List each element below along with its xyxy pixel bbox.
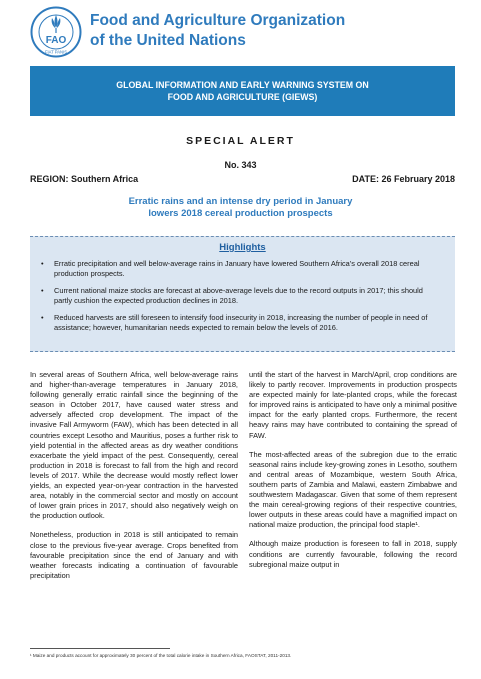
paragraph: until the start of the harvest in March/April, crop conditions are likely to partly recover. Improvements in production prospects are expected mainly for late-planted crops, while the forecast for improved rains is anticipated to have only a minimal positive impact for the early planted crops. Furthermore, the recent heavy rains may have contributed to containing the spread of FAW. xyxy=(249,370,457,440)
paragraph: Although maize production is foreseen to fall in 2018, supply conditions are currently favourable, following the record subregional maize output in xyxy=(249,539,457,569)
title-line-2: lowers 2018 cereal production prospects xyxy=(148,207,333,219)
highlight-text: Current national maize stocks are forecast at above-average levels due to the record outputs in 2017; this should partly cushion the expected production declines in 2018. xyxy=(54,286,423,305)
highlight-item xyxy=(42,259,442,279)
bullet-icon: • xyxy=(41,313,44,322)
banner-line-1: GLOBAL INFORMATION AND EARLY WARNING SYSTEM ON xyxy=(116,80,369,90)
region-label: REGION: Southern Africa xyxy=(30,174,139,184)
logo-motto: FIAT PANIS xyxy=(44,49,68,55)
highlight-item xyxy=(42,313,442,333)
highlight-text: Erratic precipitation and well below-average rains in January have lowered Southern Africa’s overall 2018 cereal production prospects. xyxy=(54,259,420,278)
banner-line-2: FOOD AND AGRICULTURE (GIEWS) xyxy=(167,92,318,102)
title-line-1: Erratic rains and an intense dry period in January xyxy=(128,196,353,207)
alert-title xyxy=(0,196,481,219)
logo-text: FAO xyxy=(45,35,67,46)
bullet-icon: • xyxy=(41,286,44,295)
paragraph: In several areas of Southern Africa, well below-average rains and higher-than-average temperatures in January 2018, following generally erratic rainfall since the beginning of the season in October 2017, have caused water stress and adversely affected crop development. The impact of the invasive Fall Armyworm (FAW), which has been detected in all countries except Lesotho and Mauritius, poses a further risk to yield potential in the affected areas as dry weather conditions exacerbate the yield impact of the pest. Consequently, cereal production in 2018 is forecast to fall from the high and record levels of 2017. While the decrease would mostly reflect lower yields, an expected year-on-year contraction in the harvested area, notably in the commercial sector and mostly on account of lower grain prices in 2017, should also negatively weigh on the production outlook. xyxy=(30,370,238,521)
date-label: DATE: 26 February 2018 xyxy=(352,174,455,184)
paragraph: The most-affected areas of the subregion due to the erratic seasonal rains include key-growing zones in Lesotho, southern and central areas of Mozambique, western South Africa, southern parts of Zambia and Malawi, eastern Zimbabwe and southwestern Madagascar. Given that some of them represent the main cereal-growing regions of their respective countries, lower outputs in these areas could have a magnified impact on national maize production, the principal food staple¹. xyxy=(249,449,457,530)
body-column-left xyxy=(30,370,238,590)
footnote: ¹ Maize and products account for approximately 30 percent of the total calorie intake in Southern Africa, FAOSTAT, 2011-2013. xyxy=(30,653,292,658)
highlight-item xyxy=(42,286,442,306)
bullet-icon: • xyxy=(41,259,44,268)
organization-name xyxy=(90,11,345,51)
special-alert-label: SPECIAL ALERT xyxy=(186,135,295,147)
paragraph: Nonetheless, production in 2018 is still anticipated to remain close to the previous five-year average. Crops benefited from favourable precipitation since the end of January and with weather forecasts indicating a continuation of favourable precipitation xyxy=(30,530,238,580)
alert-number: No. 343 xyxy=(224,160,257,170)
footnote-divider xyxy=(30,648,170,649)
highlight-text: Reduced harvests are still foreseen to intensify food insecurity in 2018, increasing the number of people in need of assistance; however, humanitarian needs expected to remain below the levels of 2016. xyxy=(54,313,428,332)
highlights-box xyxy=(30,236,455,352)
org-line-1: Food and Agriculture Organization xyxy=(90,12,346,29)
fao-logo xyxy=(30,6,82,58)
org-line-2: of the United Nations xyxy=(90,32,246,49)
highlights-title: Highlights xyxy=(219,242,266,253)
giews-banner xyxy=(30,66,455,116)
body-column-right xyxy=(249,370,457,579)
